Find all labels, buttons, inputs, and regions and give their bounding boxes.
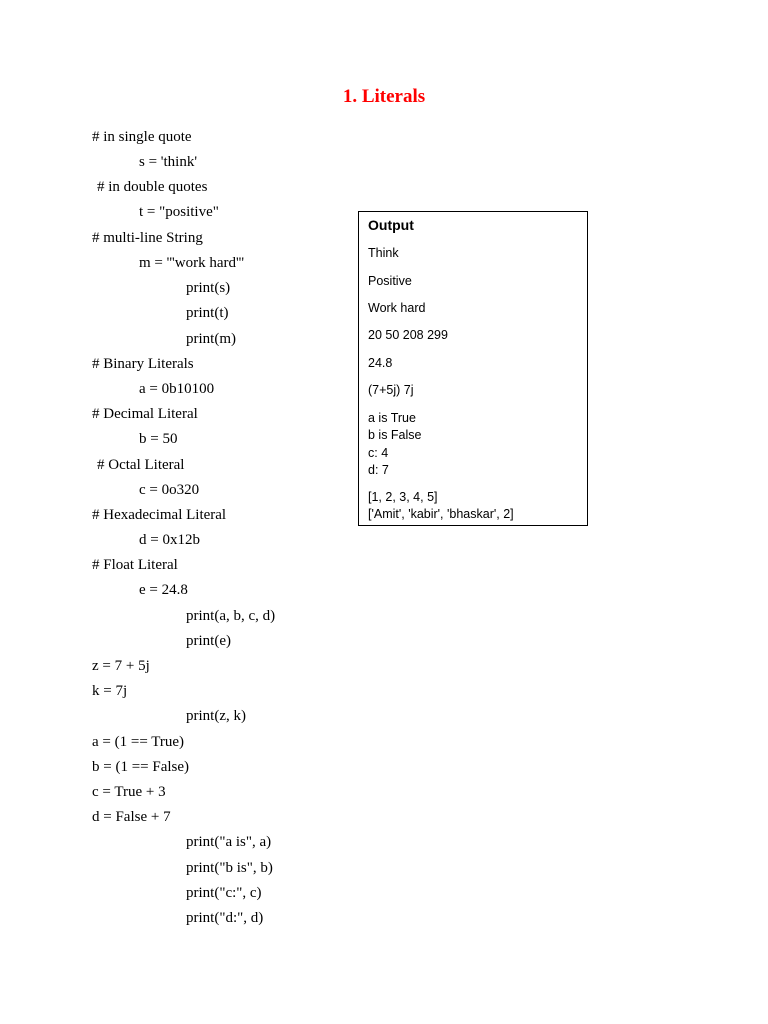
code-line: print("d:", d) bbox=[186, 910, 264, 926]
code-line: print(s) bbox=[186, 280, 231, 296]
code-line: c = True + 3 bbox=[92, 784, 166, 800]
output-line: Think bbox=[368, 246, 399, 260]
code-comment: # Binary Literals bbox=[92, 356, 194, 372]
output-line: 20 50 208 299 bbox=[368, 328, 448, 342]
output-line: [1, 2, 3, 4, 5] bbox=[368, 490, 438, 504]
code-line: d = 0x12b bbox=[139, 532, 200, 548]
code-comment: # Decimal Literal bbox=[92, 406, 198, 422]
output-line: 24.8 bbox=[368, 356, 393, 370]
code-line: m = '''work hard''' bbox=[139, 255, 245, 271]
code-line: k = 7j bbox=[92, 683, 128, 699]
code-line: s = 'think' bbox=[139, 154, 198, 170]
code-line: a = (1 == True) bbox=[92, 734, 185, 750]
output-heading: Output bbox=[368, 217, 414, 233]
output-line: Positive bbox=[368, 274, 412, 288]
output-line: (7+5j) 7j bbox=[368, 383, 414, 397]
code-line: t = "positive" bbox=[139, 204, 219, 220]
code-line: print(z, k) bbox=[186, 708, 246, 724]
code-line: print("b is", b) bbox=[186, 860, 273, 876]
code-line: print(t) bbox=[186, 305, 229, 321]
output-line: c: 4 bbox=[368, 446, 389, 460]
code-line: b = 50 bbox=[139, 431, 178, 447]
output-panel bbox=[358, 211, 588, 526]
code-line: z = 7 + 5j bbox=[92, 658, 150, 674]
code-line: print(m) bbox=[186, 331, 236, 347]
code-comment: # Float Literal bbox=[92, 557, 178, 573]
code-line: d = False + 7 bbox=[92, 809, 171, 825]
page-title: 1. Literals bbox=[342, 86, 426, 107]
output-line: d: 7 bbox=[368, 463, 389, 477]
code-line: e = 24.8 bbox=[139, 582, 188, 598]
code-line: print(a, b, c, d) bbox=[186, 608, 276, 624]
code-line: print("c:", c) bbox=[186, 885, 262, 901]
output-line: b is False bbox=[368, 428, 422, 442]
code-line: print("a is", a) bbox=[186, 834, 272, 850]
output-line: Work hard bbox=[368, 301, 426, 315]
code-comment: # Octal Literal bbox=[97, 457, 185, 473]
code-line: c = 0o320 bbox=[139, 482, 200, 498]
code-comment: # in double quotes bbox=[97, 179, 208, 195]
output-line: ['Amit', 'kabir', 'bhaskar', 2] bbox=[368, 507, 514, 521]
code-line: b = (1 == False) bbox=[92, 759, 190, 775]
code-line: print(e) bbox=[186, 633, 231, 649]
code-line: a = 0b10100 bbox=[139, 381, 215, 397]
output-line: a is True bbox=[368, 411, 416, 425]
code-comment: # Hexadecimal Literal bbox=[92, 507, 227, 523]
code-comment: # multi-line String bbox=[92, 230, 203, 246]
code-comment: # in single quote bbox=[92, 129, 192, 145]
